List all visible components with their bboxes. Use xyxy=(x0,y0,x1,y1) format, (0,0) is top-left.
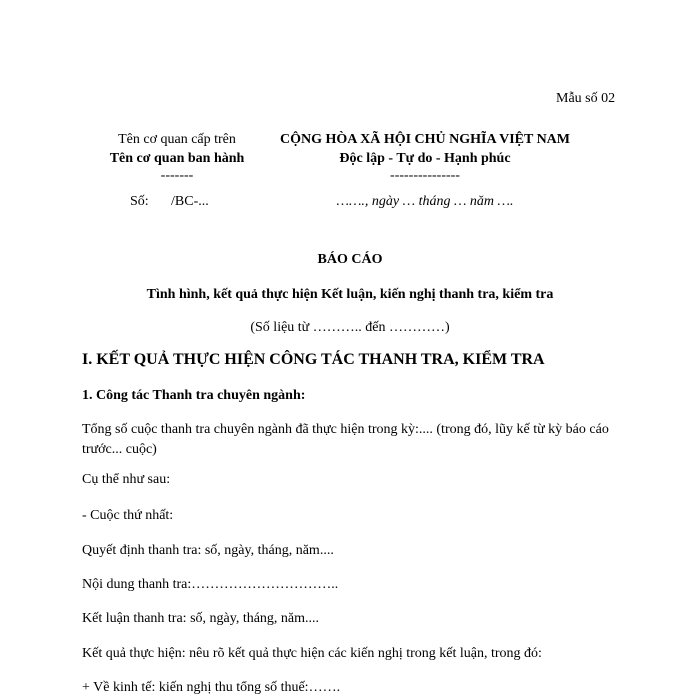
paragraph-total-inspections: Tổng số cuộc thanh tra chuyên ngành đã thực hiện trong kỳ:.... (trong đó, lũy kế từ kỳ báo cáo trước... cuộc) xyxy=(82,422,609,457)
paragraph-first-inspection: - Cuộc thứ nhất: xyxy=(82,508,174,523)
paragraph-inspection-content: Nội dung thanh tra:………………………….. xyxy=(82,577,339,592)
document-number-suffix: /BC-... xyxy=(171,194,209,209)
report-subtitle: Tình hình, kết quả thực hiện Kết luận, kiến nghị thanh tra, kiểm tra xyxy=(146,287,554,302)
superior-agency: Tên cơ quan cấp trên xyxy=(118,132,236,147)
national-title: CỘNG HÒA XÃ HỘI CHỦ NGHĨA VIỆT NAM xyxy=(279,132,571,147)
national-motto: Độc lập - Tự do - Hạnh phúc xyxy=(339,151,511,166)
subsection-heading: 1. Công tác Thanh tra chuyên ngành: xyxy=(82,388,306,403)
issuing-agency: Tên cơ quan ban hành xyxy=(109,151,245,166)
left-divider: ------- xyxy=(160,168,194,183)
right-divider: --------------- xyxy=(390,168,460,183)
section-heading: I. KẾT QUẢ THỰC HIỆN CÔNG TÁC THANH TRA, KIỂM TRA xyxy=(82,351,545,368)
place-and-date: ……., ngày … tháng … năm …. xyxy=(336,194,514,209)
paragraph-details-intro: Cụ thể như sau: xyxy=(82,472,171,487)
report-title: BÁO CÁO xyxy=(317,252,383,267)
paragraph-inspection-conclusion: Kết luận thanh tra: số, ngày, tháng, năm.... xyxy=(82,611,320,626)
paragraph-implementation-result: Kết quả thực hiện: nêu rõ kết quả thực hiện các kiến nghị trong kết luận, trong đó: xyxy=(82,646,542,661)
paragraph-inspection-decision: Quyết định thanh tra: số, ngày, tháng, năm.... xyxy=(82,543,334,558)
form-number: Mẫu số 02 xyxy=(556,91,616,106)
paragraph-economic-recommendation: + Về kinh tế: kiến nghị thu tổng số thuế:……. xyxy=(82,680,341,695)
report-data-period: (Số liệu từ ……….. đến …………) xyxy=(250,320,450,335)
document-number-label: Số: xyxy=(130,194,149,209)
